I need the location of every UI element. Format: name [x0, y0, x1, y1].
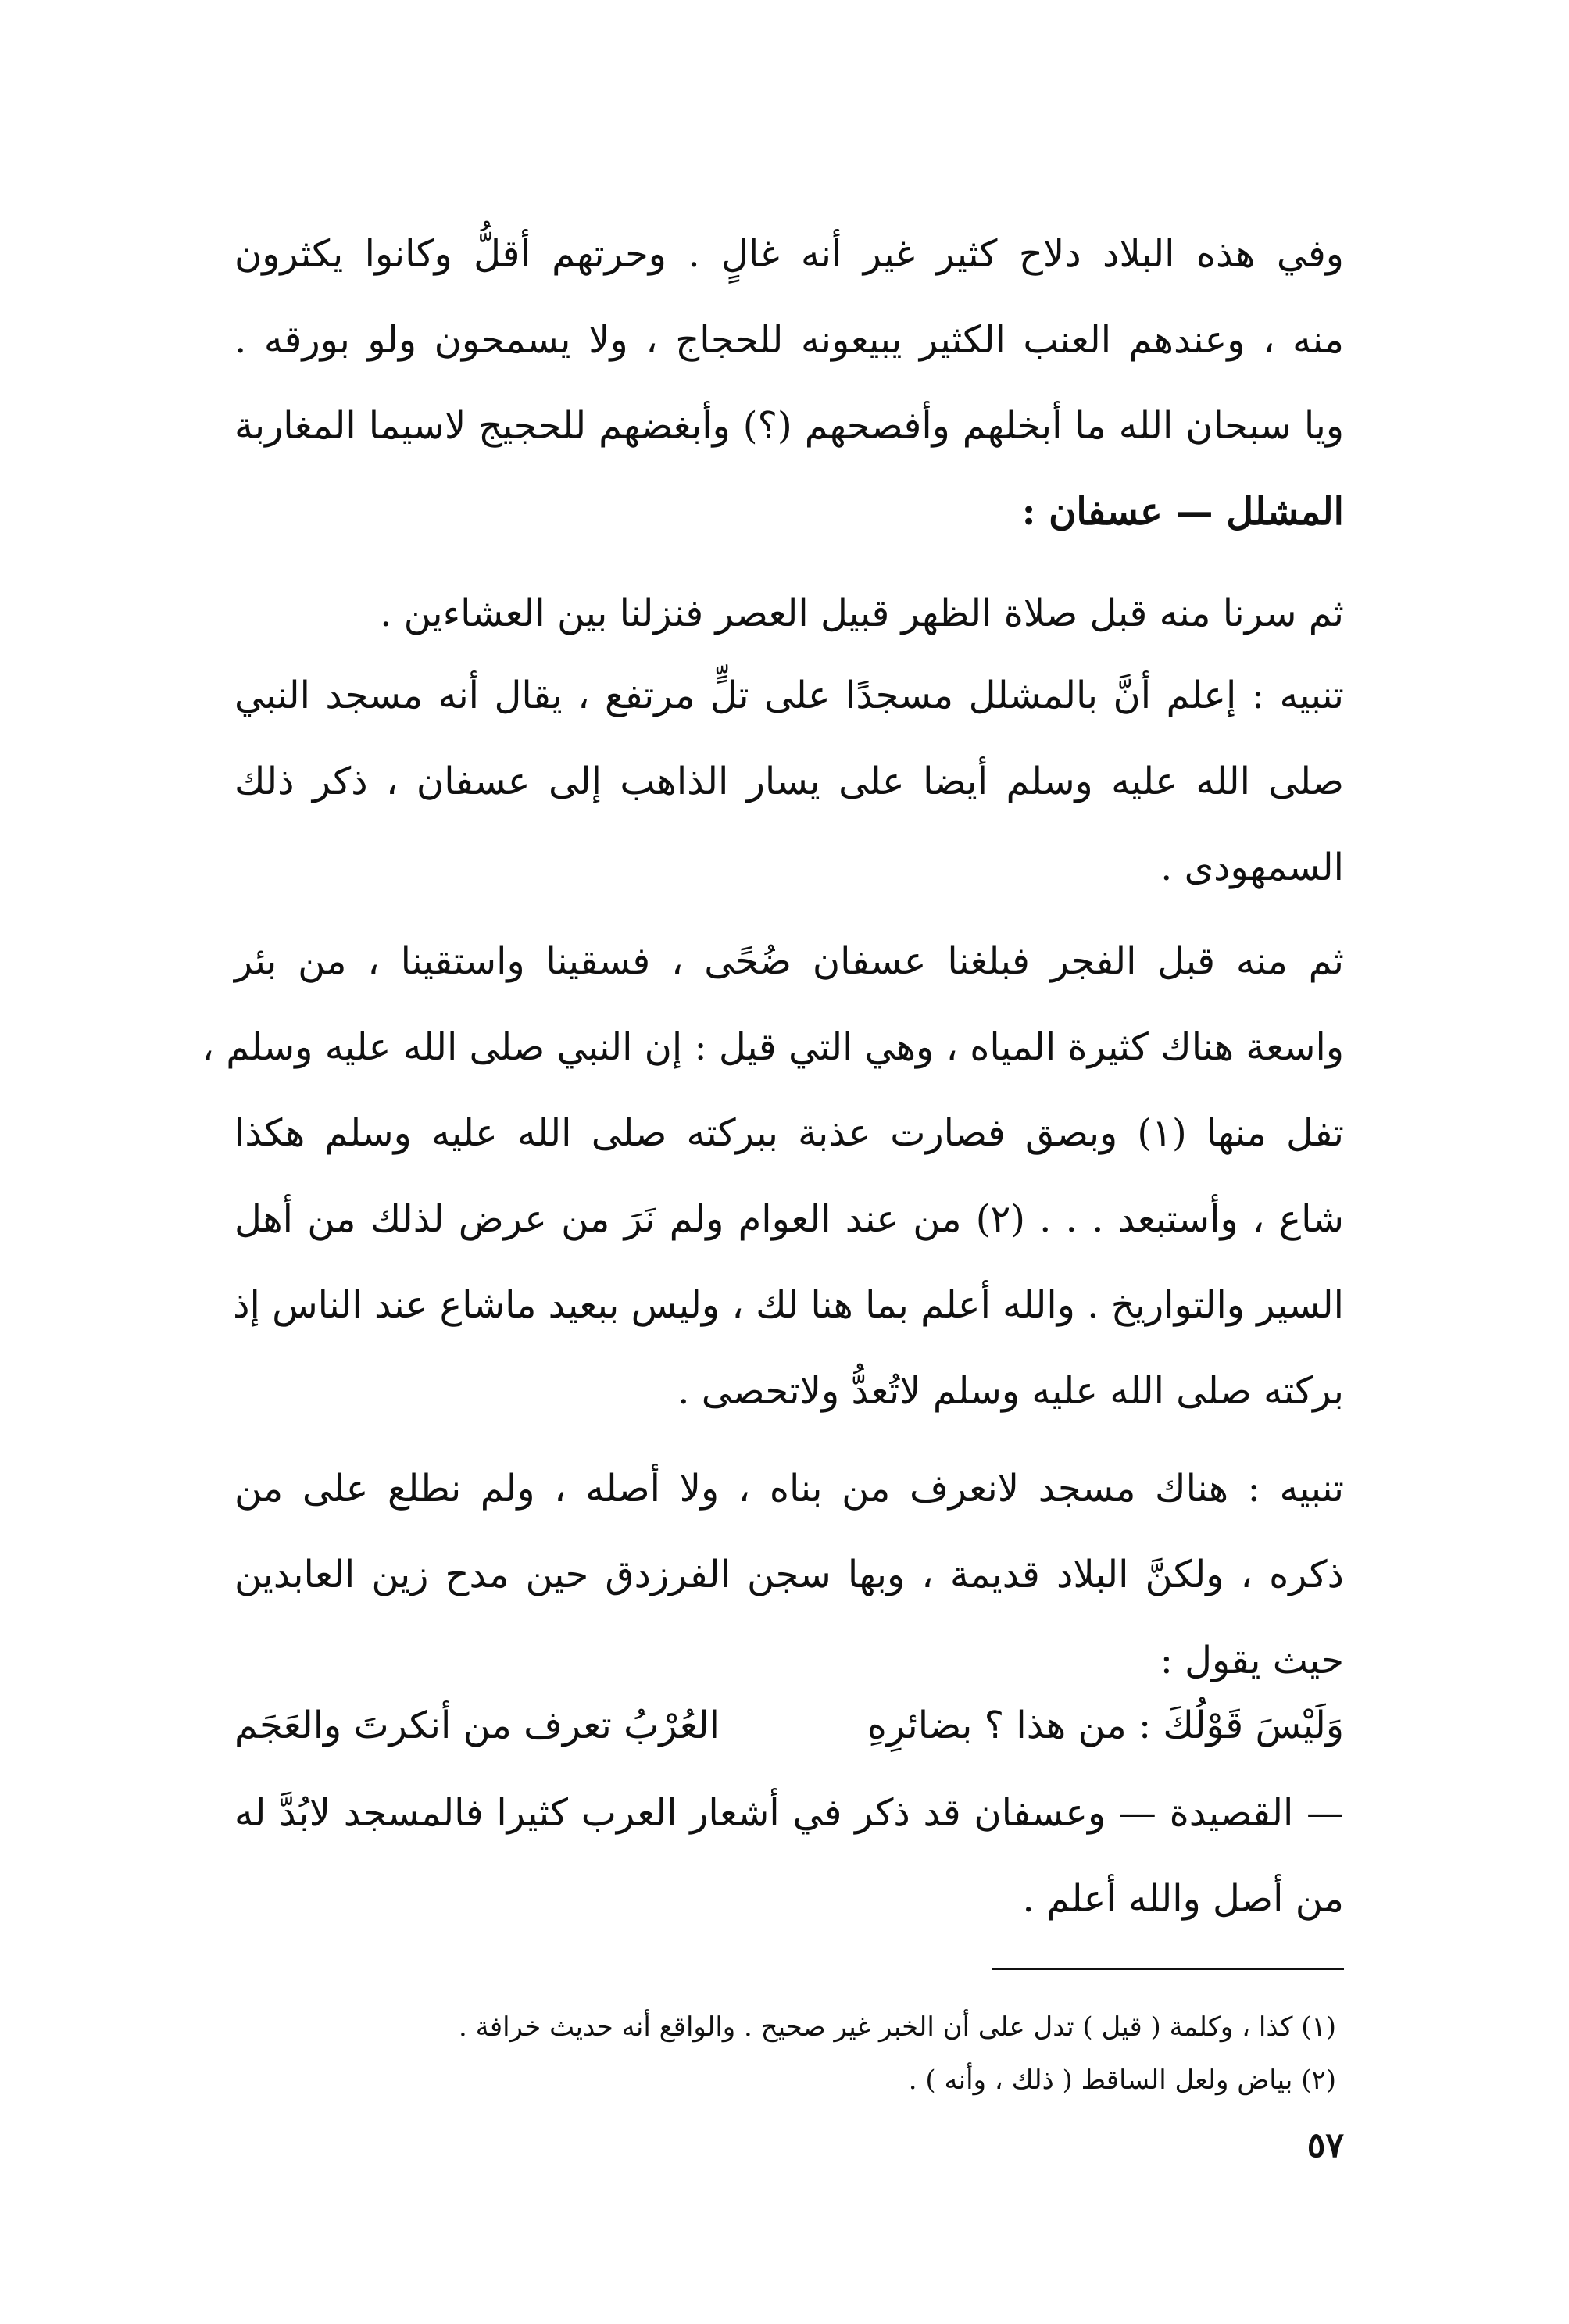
paragraph-line: حيث يقول :	[1160, 1639, 1344, 1682]
paragraph-5	[234, 1446, 1344, 1704]
paragraph-line: ذكره ، ولكنَّ البلاد قديمة ، وبها سجن الفرزدق حين مدح زين العابدين	[234, 1553, 1344, 1596]
paragraph-line: السير والتواريخ . والله أعلم بما هنا لك ، وليس ببعيد ماشاع عند الناس إذ	[233, 1283, 1344, 1327]
page-number: ٥٧	[1306, 2126, 1344, 2165]
paragraph-line: صلى الله عليه وسلم أيضا على يسار الذاهب إلى عسفان ، ذكر ذلك	[234, 760, 1344, 803]
paragraph-3	[234, 653, 1344, 910]
paragraph-line: تنبيه : هناك مسجد لانعرف من بناه ، ولا أصله ، ولم نطلع على من	[234, 1467, 1344, 1511]
paragraph-2	[234, 570, 1344, 656]
paragraph-line: وفي هذه البلاد دلاح كثير غير أنه غالٍ . وحرتهم أقلُّ وكانوا يكثرون	[234, 232, 1344, 276]
paragraph-line: واسعة هناك كثيرة المياه ، وهي التي قيل : إن النبي صلى الله عليه وسلم ،	[202, 1025, 1344, 1069]
paragraph-line: ثم منه قبل الفجر فبلغنا عسفان ضُحًى ، فسقينا واستقينا ، من بئر	[234, 939, 1344, 983]
paragraph-line: تفل منها (١) وبصق فصارت عذبة ببركته صلى الله عليه وسلم هكذا	[234, 1111, 1344, 1155]
poem-verse	[234, 1704, 1344, 1747]
footnote-1: (١) كذا ، وكلمة ( قيل ) تدل على أن الخبر غير صحيح . والواقع أنه حديث خرافة .	[459, 2011, 1336, 2043]
footnote-2: (٢) بياض ولعل الساقط ( ذلك ، وأنه ) .	[908, 2065, 1336, 2096]
paragraph-1	[234, 211, 1344, 555]
footnotes	[336, 2000, 1336, 2107]
paragraph-line: تنبيه : إعلم أنَّ بالمشلل مسجدًا على تلٍّ مرتفع ، يقال أنه مسجد النبي	[234, 674, 1344, 717]
paragraph-line: ويا سبحان الله ما أبخلهم وأفصحهم (؟) وأبغضهم للحجيج لاسيما المغاربة	[234, 404, 1344, 448]
section-heading: المشلل — عسفان :	[1021, 490, 1344, 534]
paragraph-line: من أصل والله أعلم .	[1022, 1877, 1344, 1921]
paragraph-line: ثم سرنا منه قبل صلاة الظهر قبيل العصر فنزلنا بين العشاءين .	[380, 592, 1344, 635]
paragraph-6	[234, 1770, 1344, 1942]
paragraph-4	[202, 918, 1345, 1434]
footnote-divider	[992, 1968, 1344, 1970]
paragraph-line: منه ، وعندهم العنب الكثير يبيعونه للحجاج ، ولا يسمحون ولو بورقه .	[234, 318, 1344, 362]
paragraph-line: السمهودى .	[1160, 846, 1344, 889]
poem-hemistich-right: وَلَيْسَ قَوْلُكَ : من هذا ؟ بضائرِهِ	[867, 1704, 1344, 1747]
paragraph-line: شاع ، وأستبعد . . . (٢) من عند العوام ولم نَرَ من عرض لذلك من أهل	[234, 1197, 1345, 1241]
paragraph-line: — القصيدة — وعسفان قد ذكر في أشعار العرب كثيرا فالمسجد لابُدَّ له	[234, 1791, 1344, 1835]
poem-hemistich-left: العُرْبُ تعرف من أنكرتَ والعَجَم	[234, 1704, 720, 1747]
paragraph-line: بركته صلى الله عليه وسلم لاتُعدُّ ولاتحصى .	[677, 1369, 1344, 1413]
